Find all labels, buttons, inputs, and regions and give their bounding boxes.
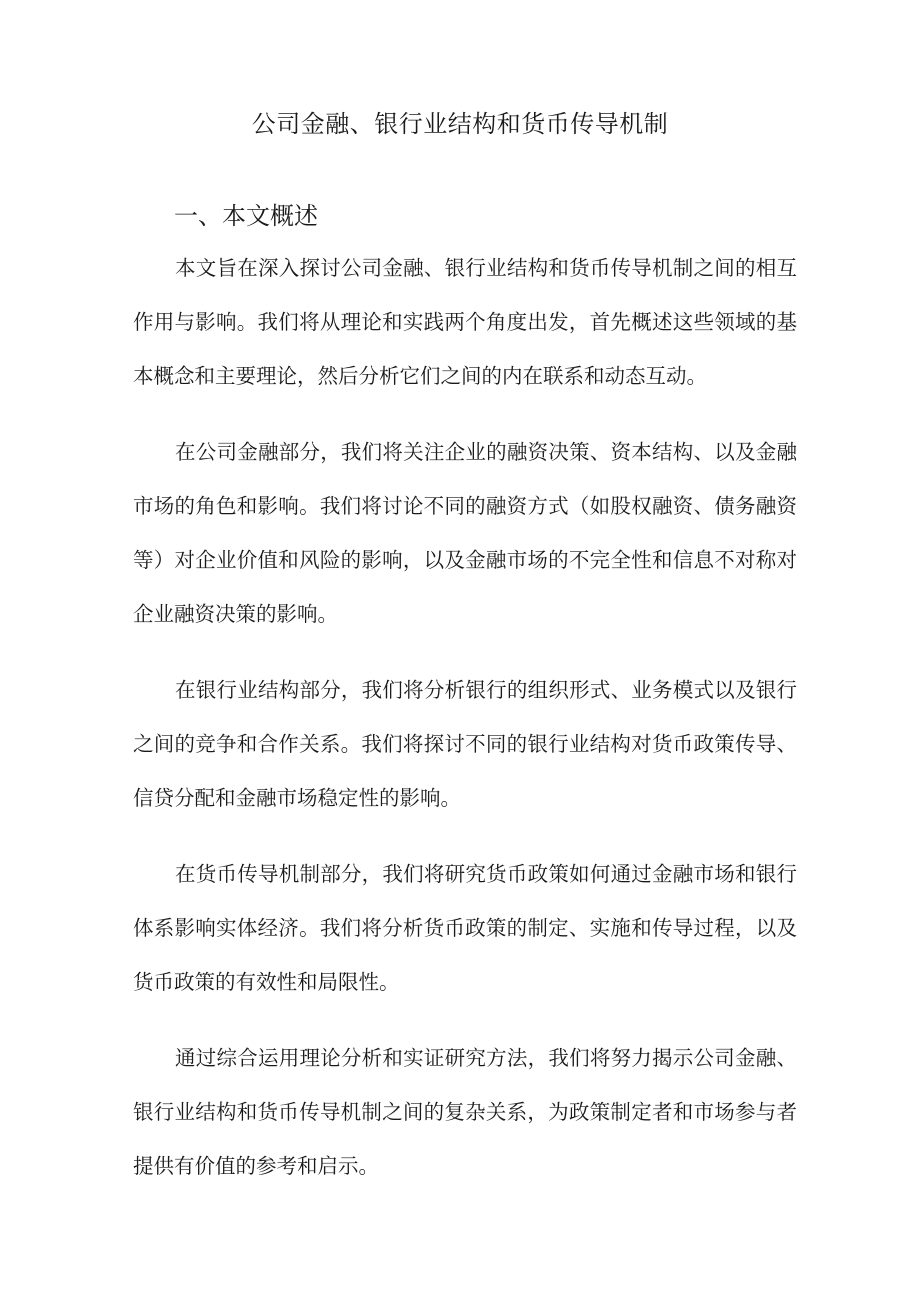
- paragraph-overview: 本文旨在深入探讨公司金融、银行业结构和货币传导机制之间的相互作用与影响。我们将从理论和实践两个角度出发，首先概述这些领域的基本概念和主要理论，然后分析它们之间的内在联系和动态互动。: [133, 256, 797, 388]
- paragraph-monetary-transmission: 在货币传导机制部分，我们将研究货币政策如何通过金融市场和银行体系影响实体经济。我们将分析货币政策的制定、实施和传导过程，以及货币政策的有效性和局限性。: [133, 862, 797, 994]
- paragraph-corporate-finance: 在公司金融部分，我们将关注企业的融资决策、资本结构、以及金融市场的角色和影响。我们将讨论不同的融资方式（如股权融资、债务融资等）对企业价值和风险的影响，以及金融市场的不完全性和信息不对称对企业融资决策的影响。: [133, 440, 797, 626]
- document-title: 公司金融、银行业结构和货币传导机制: [251, 110, 669, 138]
- document-body: [133, 241, 797, 1215]
- paragraph-conclusion: 通过综合运用理论分析和实证研究方法，我们将努力揭示公司金融、银行业结构和货币传导机制之间的复杂关系，为政策制定者和市场参与者提供有价值的参考和启示。: [133, 1046, 797, 1178]
- section-heading: 一、本文概述: [174, 202, 318, 230]
- paragraph-banking-structure: 在银行业结构部分，我们将分析银行的组织形式、业务模式以及银行之间的竞争和合作关系。我们将探讨不同的银行业结构对货币政策传导、信贷分配和金融市场稳定性的影响。: [133, 678, 797, 810]
